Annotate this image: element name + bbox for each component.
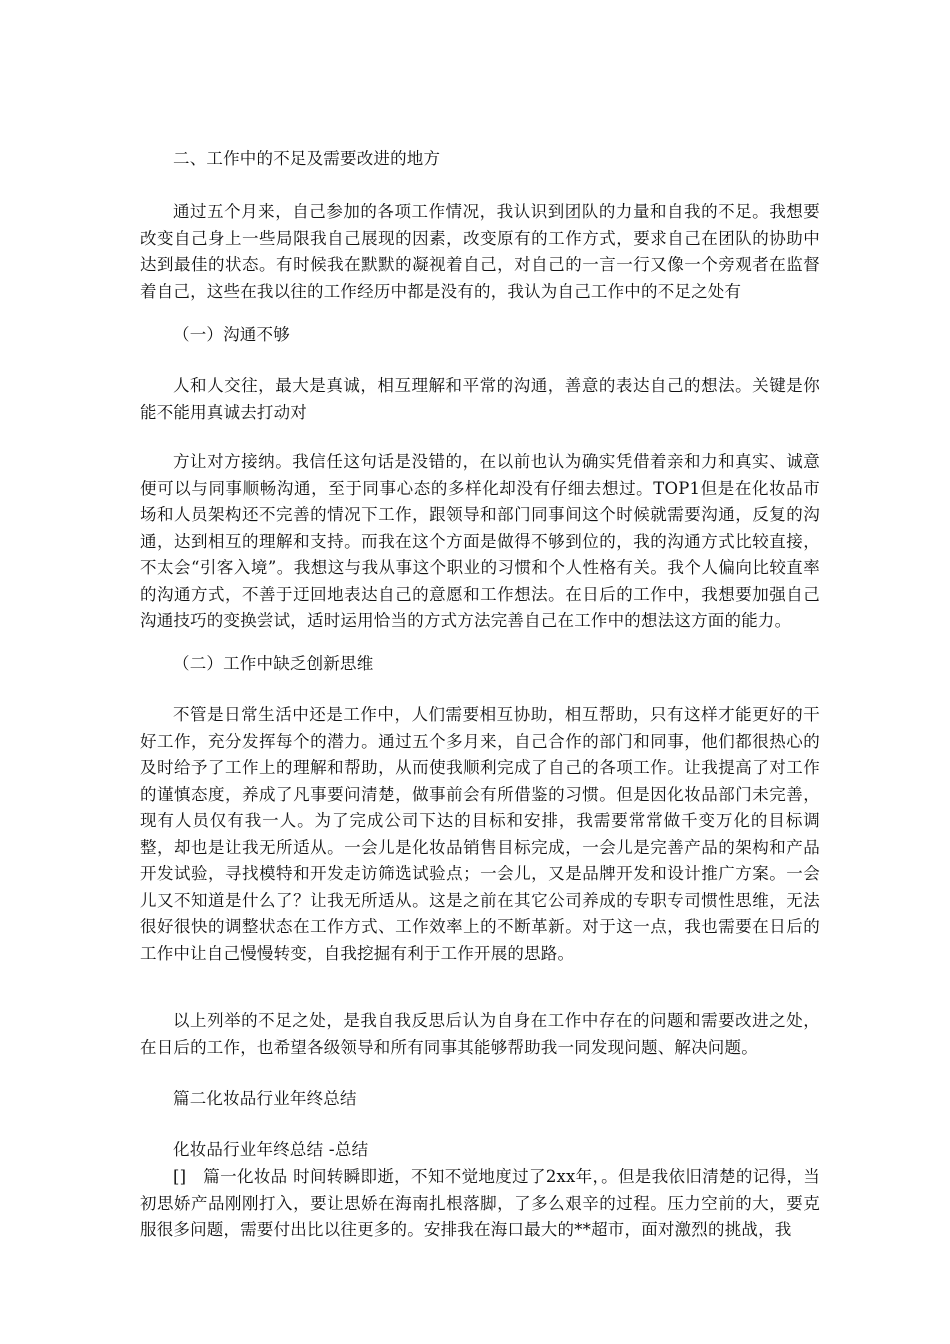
intro-paragraph: 通过五个月来，自己参加的各项工作情况，我认识到团队的力量和自我的不足。我想要改变自己身上一些局限我自己展现的因素，改变原有的工作方式，要求自己在团队的协助中达到最佳的状态。有时候我在默默的凝视着自己，对自己的一言一行又像一个旁观者在监督着自己，这些在我以往的工作经历中都是没有的，我认为自己工作中的不足之处有 — [140, 202, 820, 301]
part2-subtitle: 化妆品行业年终总结 -总结 — [173, 1140, 369, 1159]
subsection-heading-communication: （一）沟通不够 — [173, 325, 290, 344]
part2-title: 篇二化妆品行业年终总结 — [173, 1089, 357, 1108]
section-heading: 二、工作中的不足及需要改进的地方 — [173, 149, 441, 168]
communication-paragraph-1: 人和人交往，最大是真诚，相互理解和平常的沟通，善意的表达自己的想法。关键是你能不能用真诚去打动对 — [140, 376, 820, 422]
part2-paragraph: [] 篇一化妆品 时间转瞬即逝，不知不觉地度过了2xx年，。但是我依旧清楚的记得，当初思娇产品刚刚打入，要让思娇在海南扎根落脚，了多么艰辛的过程。压力空前的大，要克服很多问题，需要付出比以往更多的。安排我在海口最大的**超市，面对激烈的挑战，我 — [140, 1167, 820, 1239]
subsection-heading-innovation: （二）工作中缺乏创新思维 — [173, 654, 374, 673]
communication-paragraph-2: 方让对方接纳。我信任这句话是没错的，在以前也认为确实凭借着亲和力和真实、诚意便可以与同事顺畅沟通，至于同事心态的多样化却没有仔细去想过。TOP1但是在化妆品市场和人员架构还不完善的情况下工作，跟领导和部门同事间这个时候就需要沟通，反复的沟通，达到相互的理解和支持。而我在这个方面是做得不够到位的，我的沟通方式比较直接，不太会“引客入境”。我想这与我从事这个职业的习惯和个人性格有关。我个人偏向比较直率的沟通方式，不善于迂回地表达自己的意愿和工作想法。在日后的工作中，我想要加强自己沟通技巧的变换尝试，适时运用恰当的方式方法完善自己在工作中的想法这方面的能力。 — [140, 452, 820, 630]
innovation-paragraph: 不管是日常生活中还是工作中，人们需要相互协助，相互帮助，只有这样才能更好的干好工作，充分发挥每个的潜力。通过五个多月来，自己合作的部门和同事，他们都很热心的及时给予了工作上的理解和帮助，从而使我顺利完成了自己的各项工作。让我提高了对工作的谨慎态度，养成了凡事要问清楚，做事前会有所借鉴的习惯。但是因化妆品部门未完善，现有人员仅有我一人。为了完成公司下达的目标和安排，我需要常常做千变万化的目标调整，却也是让我无所适从。一会儿是化妆品销售目标完成，一会儿是完善产品的架构和产品开发试验，寻找模特和开发走访筛选试验点；一会儿，又是品牌开发和设计推广方案。一会儿又不知道是什么了？让我无所适从。这是之前在其它公司养成的专职专司惯性思维，无法很好很快的调整状态在工作方式、工作效率上的不断革新。对于这一点，我也需要在日后的工作中让自己慢慢转变，自我挖掘有利于工作开展的思路。 — [140, 705, 820, 963]
conclusion-paragraph: 以上列举的不足之处，是我自我反思后认为自身在工作中存在的问题和需要改进之处，在日后的工作，也希望各级领导和所有同事其能够帮助我一同发现问题、解决问题。 — [140, 1011, 820, 1057]
